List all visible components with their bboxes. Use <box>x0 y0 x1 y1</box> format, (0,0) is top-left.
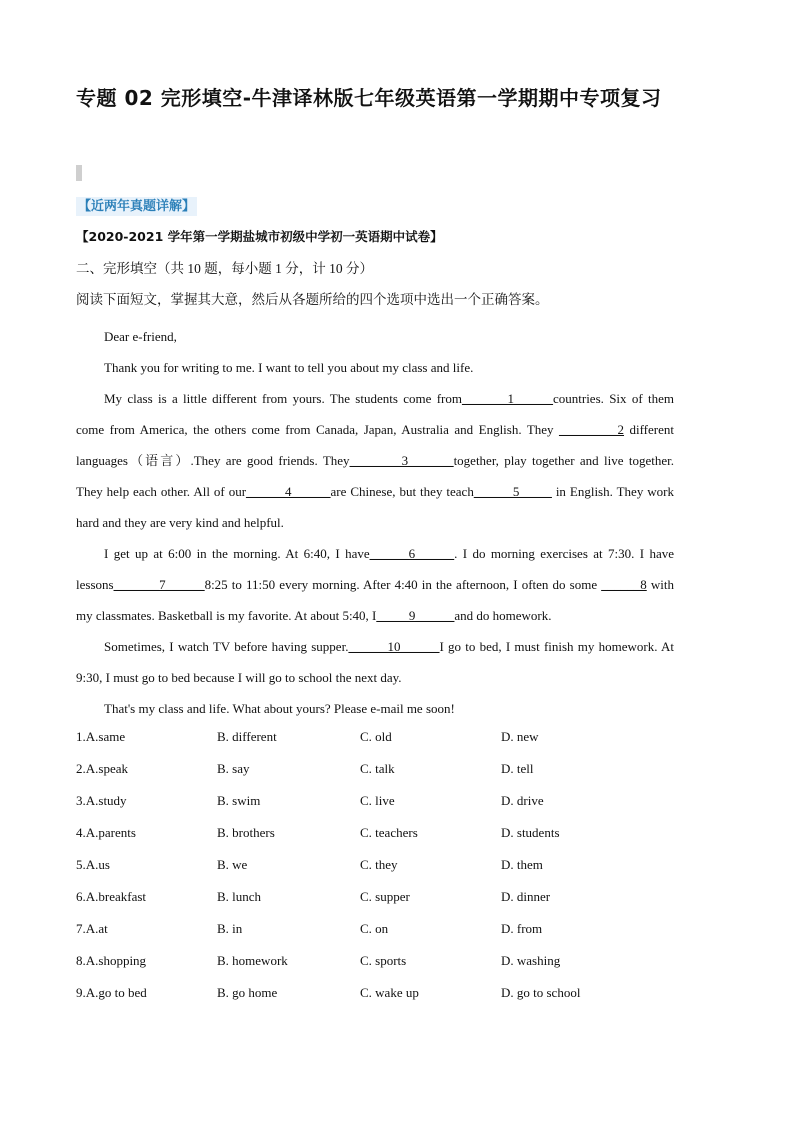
salutation: Dear e-friend, <box>104 329 177 344</box>
option-a: 1.A.same <box>76 729 126 744</box>
text: in English. They work hard and they are very kind and helpful. <box>76 484 675 530</box>
paragraph-5: That's my class and life. What about yours? Please e-mail me soon! <box>104 701 455 716</box>
text: different languages（语言）.They are good friends. They <box>76 422 674 468</box>
option-b: B. swim <box>217 793 261 808</box>
option-d: D. dinner <box>501 889 551 904</box>
option-a: 5.A.us <box>76 857 110 872</box>
option-row <box>76 791 674 823</box>
option-a: 9.A.go to bed <box>76 985 147 1000</box>
text: together, play together and live together. They help each other. All of our <box>76 453 675 499</box>
option-c: C. live <box>360 793 395 808</box>
option-c: C. on <box>360 921 389 936</box>
option-b: B. brothers <box>217 825 275 840</box>
option-b: B. we <box>217 857 248 872</box>
option-row <box>76 823 674 855</box>
option-a: 8.A.shopping <box>76 953 147 968</box>
option-d: D. new <box>501 729 539 744</box>
page-title: 专题 02 完形填空-牛津译林版七年级英语第一学期期中专项复习 <box>76 86 662 110</box>
text: are Chinese, but they teach <box>330 484 474 499</box>
option-a: 3.A.study <box>76 793 127 808</box>
paragraph-4 <box>76 631 674 693</box>
text: with my classmates. Basketball is my favorite. At about 5:40, I <box>76 577 674 623</box>
paragraph-1: Thank you for writing to me. I want to tell you about my class and life. <box>104 360 474 375</box>
option-b: B. say <box>217 761 250 776</box>
option-c: C. supper <box>360 889 410 904</box>
option-a: 2.A.speak <box>76 761 128 776</box>
option-row <box>76 887 674 919</box>
text: Sometimes, I watch TV before having supper. <box>104 639 349 654</box>
option-row <box>76 919 674 951</box>
option-a: 7.A.at <box>76 921 108 936</box>
option-b: B. homework <box>217 953 288 968</box>
section-badge: 【近两年真题详解】 <box>78 199 196 214</box>
text: . I do morning exercises at 7:30. I have lessons <box>76 546 674 592</box>
text: My class is a little different from yours. The students come from <box>104 391 462 406</box>
section-heading: 二、完形填空（共 10 题，每小题 1 分，计 10 分） <box>76 261 373 276</box>
option-d: D. from <box>501 921 543 936</box>
option-row <box>76 727 674 759</box>
option-d: D. go to school <box>501 985 581 1000</box>
option-a: 4.A.parents <box>76 825 136 840</box>
blank-1: _______1______ <box>461 391 553 406</box>
blank-7: _______7______ <box>113 577 205 592</box>
section-marker <box>76 165 82 181</box>
passage <box>76 321 674 724</box>
option-d: D. students <box>501 825 560 840</box>
option-a: 6.A.breakfast <box>76 889 147 904</box>
blank-8: ______8 <box>601 577 647 592</box>
exam-source: 【2020-2021 学年第一学期盐城市初级中学初一英语期中试卷】 <box>76 229 443 244</box>
paragraph-2 <box>76 383 674 538</box>
blank-4: ______4______ <box>246 484 331 499</box>
option-d: D. tell <box>501 761 534 776</box>
option-row <box>76 951 674 983</box>
option-c: C. teachers <box>360 825 418 840</box>
option-b: B. different <box>217 729 277 744</box>
option-c: C. old <box>360 729 392 744</box>
option-b: B. lunch <box>217 889 262 904</box>
option-c: C. wake up <box>360 985 419 1000</box>
text: and do homework. <box>454 608 552 623</box>
option-row <box>76 759 674 791</box>
option-d: D. drive <box>501 793 544 808</box>
option-row <box>76 855 674 887</box>
options-list <box>76 727 674 1015</box>
text: I go to bed, I must finish my homework. At 9:30, I must go to bed because I will go to school the next day. <box>76 639 675 685</box>
text: countries. Six of them come from America, the others come from Canada, Japan, Australia and English. They <box>76 391 674 437</box>
blank-2: _________2 <box>559 422 625 437</box>
text: I get up at 6:00 in the morning. At 6:40, I have <box>104 546 370 561</box>
blank-5: ______5_____ <box>473 484 552 499</box>
option-b: B. go home <box>217 985 278 1000</box>
option-c: C. talk <box>360 761 395 776</box>
option-row <box>76 983 674 1015</box>
blank-10: ______10______ <box>348 639 440 654</box>
option-d: D. washing <box>501 953 561 968</box>
blank-6: ______6______ <box>369 546 455 561</box>
option-c: C. they <box>360 857 398 872</box>
option-d: D. them <box>501 857 543 872</box>
instruction: 阅读下面短文，掌握其大意，然后从各题所给的四个选项中选出一个正确答案。 <box>76 292 549 307</box>
paragraph-3 <box>76 538 674 631</box>
blank-9: _____9______ <box>376 608 455 623</box>
text: 8:25 to 11:50 every morning. After 4:40 in the afternoon, I often do some <box>204 577 602 592</box>
option-b: B. in <box>217 921 243 936</box>
blank-3: ________3_______ <box>349 453 454 468</box>
option-c: C. sports <box>360 953 407 968</box>
